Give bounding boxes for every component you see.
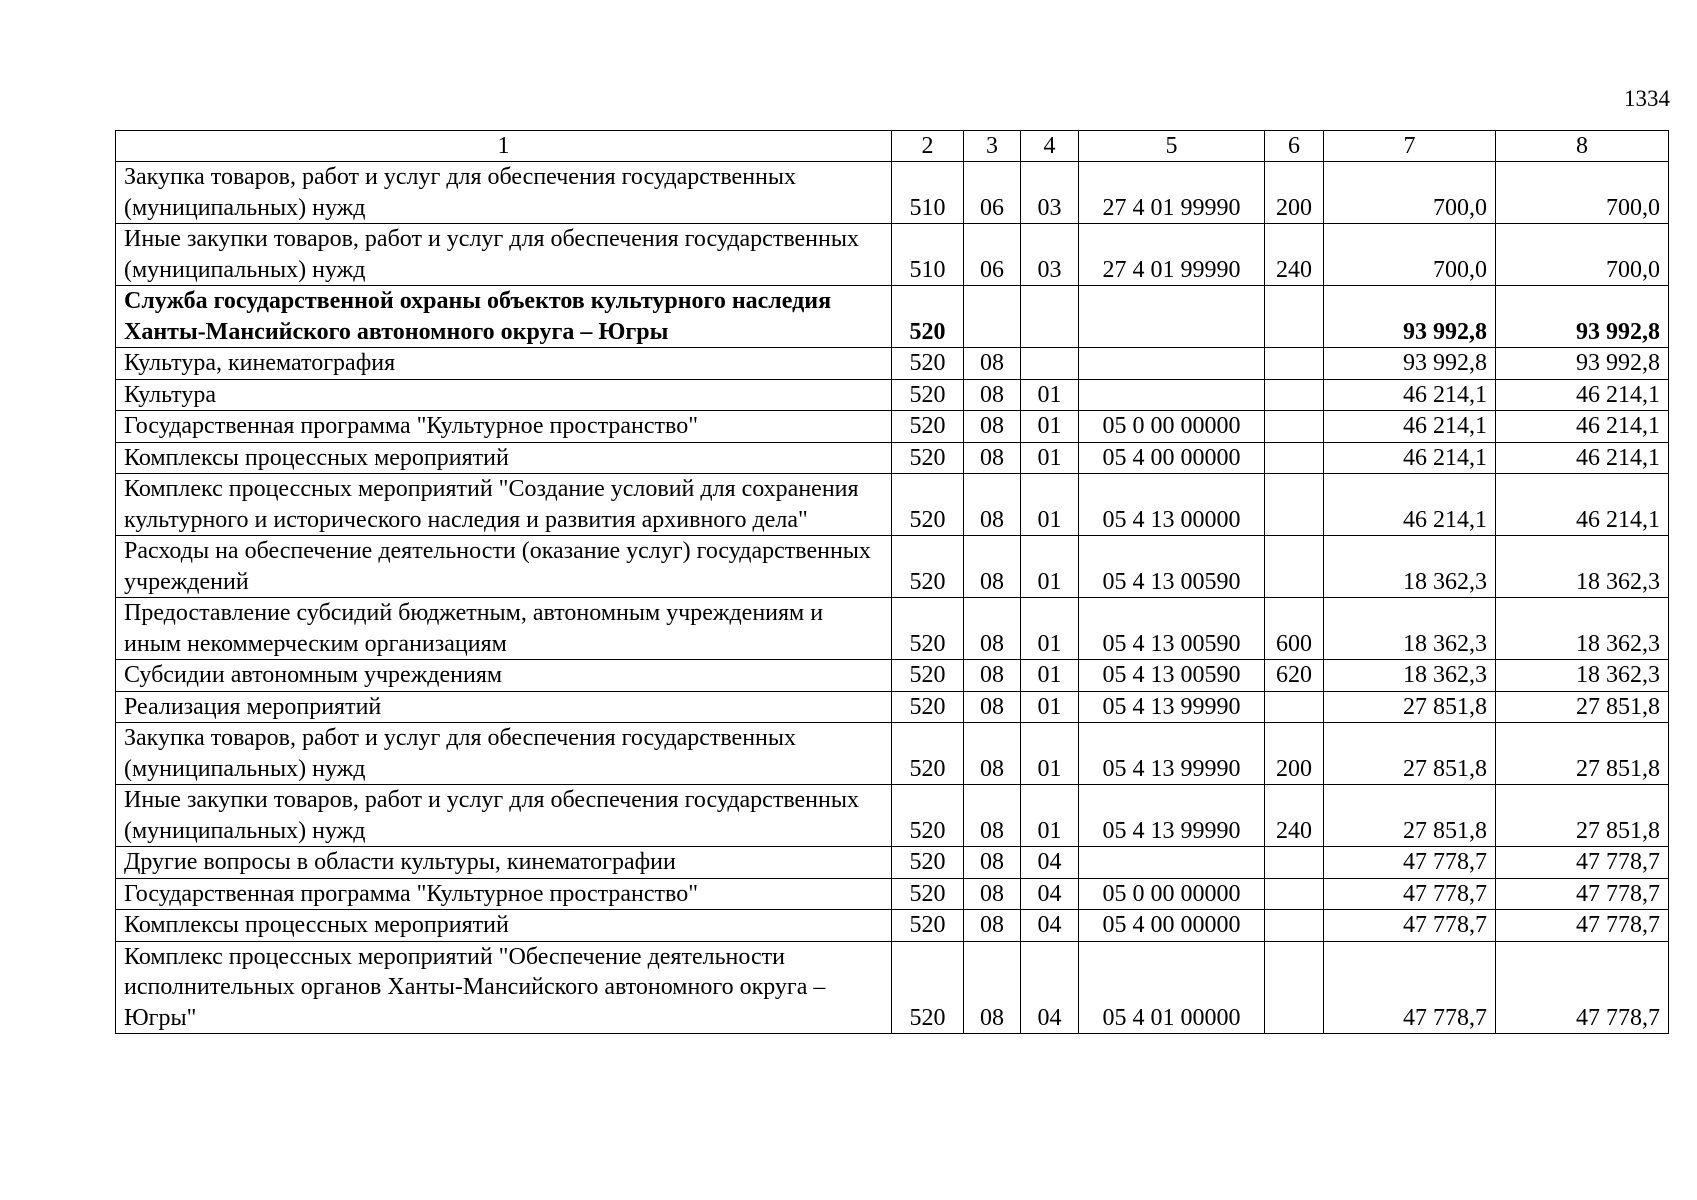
row-name-cell: Служба государственной охраны объектов культурного наследия Ханты-Мансийского автономного округа – Югры xyxy=(116,286,892,348)
row-expense-type-cell xyxy=(1265,379,1324,411)
row-name-cell: Культура xyxy=(116,379,892,411)
row-amount-cell: 46 214,1 xyxy=(1496,442,1669,474)
row-subsection-cell: 01 xyxy=(1021,660,1079,692)
row-code-cell: 520 xyxy=(892,941,964,1034)
row-name-cell: Культура, кинематография xyxy=(116,348,892,380)
row-name-cell: Комплекс процессных мероприятий "Создание условий для сохранения культурного и исторического наследия и развития архивного дела" xyxy=(116,474,892,536)
row-code-cell: 520 xyxy=(892,785,964,847)
row-code-cell: 520 xyxy=(892,910,964,942)
row-amount-cell: 700,0 xyxy=(1496,224,1669,286)
row-subsection-cell xyxy=(1021,286,1079,348)
table-row xyxy=(116,348,1669,380)
row-section-cell: 08 xyxy=(964,411,1021,443)
row-target-article-cell: 05 4 00 00000 xyxy=(1079,910,1265,942)
row-name-cell: Расходы на обеспечение деятельности (оказание услуг) государственных учреждений xyxy=(116,536,892,598)
row-expense-type-cell: 200 xyxy=(1265,723,1324,785)
row-name-cell: Иные закупки товаров, работ и услуг для обеспечения государственных (муниципальных) нужд xyxy=(116,224,892,286)
row-expense-type-cell xyxy=(1265,536,1324,598)
header-cell-5: 5 xyxy=(1079,131,1265,162)
row-code-cell: 520 xyxy=(892,847,964,879)
row-code-cell: 520 xyxy=(892,536,964,598)
row-name-cell: Государственная программа "Культурное пространство" xyxy=(116,411,892,443)
row-section-cell: 08 xyxy=(964,598,1021,660)
header-cell-4: 4 xyxy=(1021,131,1079,162)
row-amount-cell: 47 778,7 xyxy=(1496,941,1669,1034)
row-expense-type-cell: 600 xyxy=(1265,598,1324,660)
header-cell-2: 2 xyxy=(892,131,964,162)
row-subsection-cell: 03 xyxy=(1021,224,1079,286)
table-row xyxy=(116,162,1669,224)
row-name-cell: Закупка товаров, работ и услуг для обеспечения государственных (муниципальных) нужд xyxy=(116,162,892,224)
row-section-cell: 08 xyxy=(964,348,1021,380)
row-subsection-cell: 01 xyxy=(1021,785,1079,847)
row-code-cell: 520 xyxy=(892,442,964,474)
row-amount-cell: 700,0 xyxy=(1496,162,1669,224)
row-target-article-cell: 05 4 13 00590 xyxy=(1079,536,1265,598)
row-code-cell: 510 xyxy=(892,162,964,224)
row-amount-cell: 93 992,8 xyxy=(1496,286,1669,348)
table-row xyxy=(116,224,1669,286)
row-subsection-cell: 01 xyxy=(1021,474,1079,536)
row-expense-type-cell xyxy=(1265,411,1324,443)
row-section-cell: 08 xyxy=(964,691,1021,723)
row-subsection-cell: 01 xyxy=(1021,379,1079,411)
row-amount-cell: 18 362,3 xyxy=(1324,536,1496,598)
row-amount-cell: 18 362,3 xyxy=(1324,598,1496,660)
table-row xyxy=(116,660,1669,692)
row-subsection-cell: 01 xyxy=(1021,691,1079,723)
row-section-cell: 08 xyxy=(964,847,1021,879)
row-code-cell: 520 xyxy=(892,878,964,910)
row-subsection-cell: 04 xyxy=(1021,941,1079,1034)
row-subsection-cell: 04 xyxy=(1021,878,1079,910)
table-header-row xyxy=(116,131,1669,162)
row-code-cell: 520 xyxy=(892,691,964,723)
row-target-article-cell: 05 4 13 00590 xyxy=(1079,660,1265,692)
row-amount-cell: 93 992,8 xyxy=(1324,348,1496,380)
row-amount-cell: 93 992,8 xyxy=(1324,286,1496,348)
row-section-cell: 06 xyxy=(964,162,1021,224)
row-target-article-cell: 05 4 13 99990 xyxy=(1079,691,1265,723)
table-row xyxy=(116,379,1669,411)
row-amount-cell: 47 778,7 xyxy=(1324,941,1496,1034)
table-row xyxy=(116,910,1669,942)
row-expense-type-cell xyxy=(1265,348,1324,380)
row-section-cell: 08 xyxy=(964,723,1021,785)
row-code-cell: 520 xyxy=(892,411,964,443)
row-subsection-cell: 04 xyxy=(1021,847,1079,879)
header-cell-8: 8 xyxy=(1496,131,1669,162)
row-amount-cell: 700,0 xyxy=(1324,224,1496,286)
row-section-cell: 08 xyxy=(964,878,1021,910)
row-amount-cell: 18 362,3 xyxy=(1496,598,1669,660)
row-amount-cell: 27 851,8 xyxy=(1324,723,1496,785)
table-row xyxy=(116,847,1669,879)
table-row xyxy=(116,442,1669,474)
row-expense-type-cell: 240 xyxy=(1265,224,1324,286)
row-amount-cell: 46 214,1 xyxy=(1324,411,1496,443)
row-section-cell: 08 xyxy=(964,536,1021,598)
row-subsection-cell: 03 xyxy=(1021,162,1079,224)
row-expense-type-cell xyxy=(1265,286,1324,348)
row-amount-cell: 18 362,3 xyxy=(1324,660,1496,692)
row-amount-cell: 46 214,1 xyxy=(1496,474,1669,536)
row-name-cell: Другие вопросы в области культуры, кинематографии xyxy=(116,847,892,879)
row-target-article-cell: 05 4 13 99990 xyxy=(1079,785,1265,847)
row-amount-cell: 27 851,8 xyxy=(1324,691,1496,723)
row-amount-cell: 700,0 xyxy=(1324,162,1496,224)
row-name-cell: Субсидии автономным учреждениям xyxy=(116,660,892,692)
row-subsection-cell: 01 xyxy=(1021,442,1079,474)
row-code-cell: 520 xyxy=(892,348,964,380)
row-code-cell: 520 xyxy=(892,598,964,660)
budget-table xyxy=(115,130,1669,1034)
page-number: 1334 xyxy=(1624,86,1670,111)
row-expense-type-cell xyxy=(1265,910,1324,942)
row-code-cell: 520 xyxy=(892,660,964,692)
row-amount-cell: 27 851,8 xyxy=(1496,785,1669,847)
header-cell-6: 6 xyxy=(1265,131,1324,162)
row-section-cell: 08 xyxy=(964,474,1021,536)
table-row xyxy=(116,474,1669,536)
row-subsection-cell: 01 xyxy=(1021,411,1079,443)
row-subsection-cell: 01 xyxy=(1021,723,1079,785)
row-amount-cell: 46 214,1 xyxy=(1496,379,1669,411)
row-amount-cell: 47 778,7 xyxy=(1324,910,1496,942)
row-section-cell: 08 xyxy=(964,941,1021,1034)
row-code-cell: 510 xyxy=(892,224,964,286)
row-target-article-cell xyxy=(1079,379,1265,411)
table-row xyxy=(116,536,1669,598)
row-section-cell: 08 xyxy=(964,785,1021,847)
row-name-cell: Иные закупки товаров, работ и услуг для обеспечения государственных (муниципальных) нужд xyxy=(116,785,892,847)
header-cell-1: 1 xyxy=(116,131,892,162)
row-section-cell: 08 xyxy=(964,660,1021,692)
header-cell-3: 3 xyxy=(964,131,1021,162)
row-expense-type-cell: 620 xyxy=(1265,660,1324,692)
row-target-article-cell xyxy=(1079,348,1265,380)
row-expense-type-cell xyxy=(1265,442,1324,474)
row-code-cell: 520 xyxy=(892,474,964,536)
table-row xyxy=(116,941,1669,1034)
row-amount-cell: 46 214,1 xyxy=(1324,442,1496,474)
row-target-article-cell: 05 4 13 00590 xyxy=(1079,598,1265,660)
row-expense-type-cell: 200 xyxy=(1265,162,1324,224)
row-target-article-cell: 05 4 13 99990 xyxy=(1079,723,1265,785)
table-row xyxy=(116,723,1669,785)
row-target-article-cell: 27 4 01 99990 xyxy=(1079,224,1265,286)
row-target-article-cell xyxy=(1079,286,1265,348)
row-expense-type-cell xyxy=(1265,691,1324,723)
row-name-cell: Предоставление субсидий бюджетным, автономным учреждениям и иным некоммерческим организациям xyxy=(116,598,892,660)
row-section-cell: 08 xyxy=(964,442,1021,474)
table-row xyxy=(116,411,1669,443)
row-amount-cell: 27 851,8 xyxy=(1496,691,1669,723)
table-row xyxy=(116,785,1669,847)
row-expense-type-cell: 240 xyxy=(1265,785,1324,847)
row-target-article-cell xyxy=(1079,847,1265,879)
row-section-cell xyxy=(964,286,1021,348)
row-expense-type-cell xyxy=(1265,941,1324,1034)
row-name-cell: Государственная программа "Культурное пространство" xyxy=(116,878,892,910)
row-section-cell: 08 xyxy=(964,910,1021,942)
row-subsection-cell xyxy=(1021,348,1079,380)
row-subsection-cell: 01 xyxy=(1021,598,1079,660)
table-row xyxy=(116,878,1669,910)
row-amount-cell: 47 778,7 xyxy=(1496,878,1669,910)
row-amount-cell: 47 778,7 xyxy=(1324,847,1496,879)
row-name-cell: Закупка товаров, работ и услуг для обеспечения государственных (муниципальных) нужд xyxy=(116,723,892,785)
row-amount-cell: 47 778,7 xyxy=(1496,910,1669,942)
row-amount-cell: 93 992,8 xyxy=(1496,348,1669,380)
row-code-cell: 520 xyxy=(892,286,964,348)
row-amount-cell: 18 362,3 xyxy=(1496,660,1669,692)
row-section-cell: 06 xyxy=(964,224,1021,286)
row-target-article-cell: 05 4 01 00000 xyxy=(1079,941,1265,1034)
row-amount-cell: 18 362,3 xyxy=(1496,536,1669,598)
row-expense-type-cell xyxy=(1265,474,1324,536)
row-amount-cell: 46 214,1 xyxy=(1324,474,1496,536)
row-section-cell: 08 xyxy=(964,379,1021,411)
row-name-cell: Реализация мероприятий xyxy=(116,691,892,723)
row-amount-cell: 27 851,8 xyxy=(1496,723,1669,785)
row-subsection-cell: 04 xyxy=(1021,910,1079,942)
row-name-cell: Комплексы процессных мероприятий xyxy=(116,910,892,942)
row-expense-type-cell xyxy=(1265,847,1324,879)
row-name-cell: Комплекс процессных мероприятий "Обеспечение деятельности исполнительных органов Ханты-Мансийского автономного округа – Югры" xyxy=(116,941,892,1034)
row-amount-cell: 46 214,1 xyxy=(1496,411,1669,443)
row-target-article-cell: 05 0 00 00000 xyxy=(1079,878,1265,910)
row-target-article-cell: 05 4 13 00000 xyxy=(1079,474,1265,536)
row-code-cell: 520 xyxy=(892,379,964,411)
row-amount-cell: 27 851,8 xyxy=(1324,785,1496,847)
table-row xyxy=(116,691,1669,723)
table-row xyxy=(116,598,1669,660)
row-amount-cell: 47 778,7 xyxy=(1496,847,1669,879)
row-subsection-cell: 01 xyxy=(1021,536,1079,598)
row-code-cell: 520 xyxy=(892,723,964,785)
row-target-article-cell: 05 0 00 00000 xyxy=(1079,411,1265,443)
row-name-cell: Комплексы процессных мероприятий xyxy=(116,442,892,474)
row-amount-cell: 46 214,1 xyxy=(1324,379,1496,411)
row-amount-cell: 47 778,7 xyxy=(1324,878,1496,910)
row-target-article-cell: 27 4 01 99990 xyxy=(1079,162,1265,224)
row-target-article-cell: 05 4 00 00000 xyxy=(1079,442,1265,474)
row-expense-type-cell xyxy=(1265,878,1324,910)
table-row xyxy=(116,286,1669,348)
header-cell-7: 7 xyxy=(1324,131,1496,162)
